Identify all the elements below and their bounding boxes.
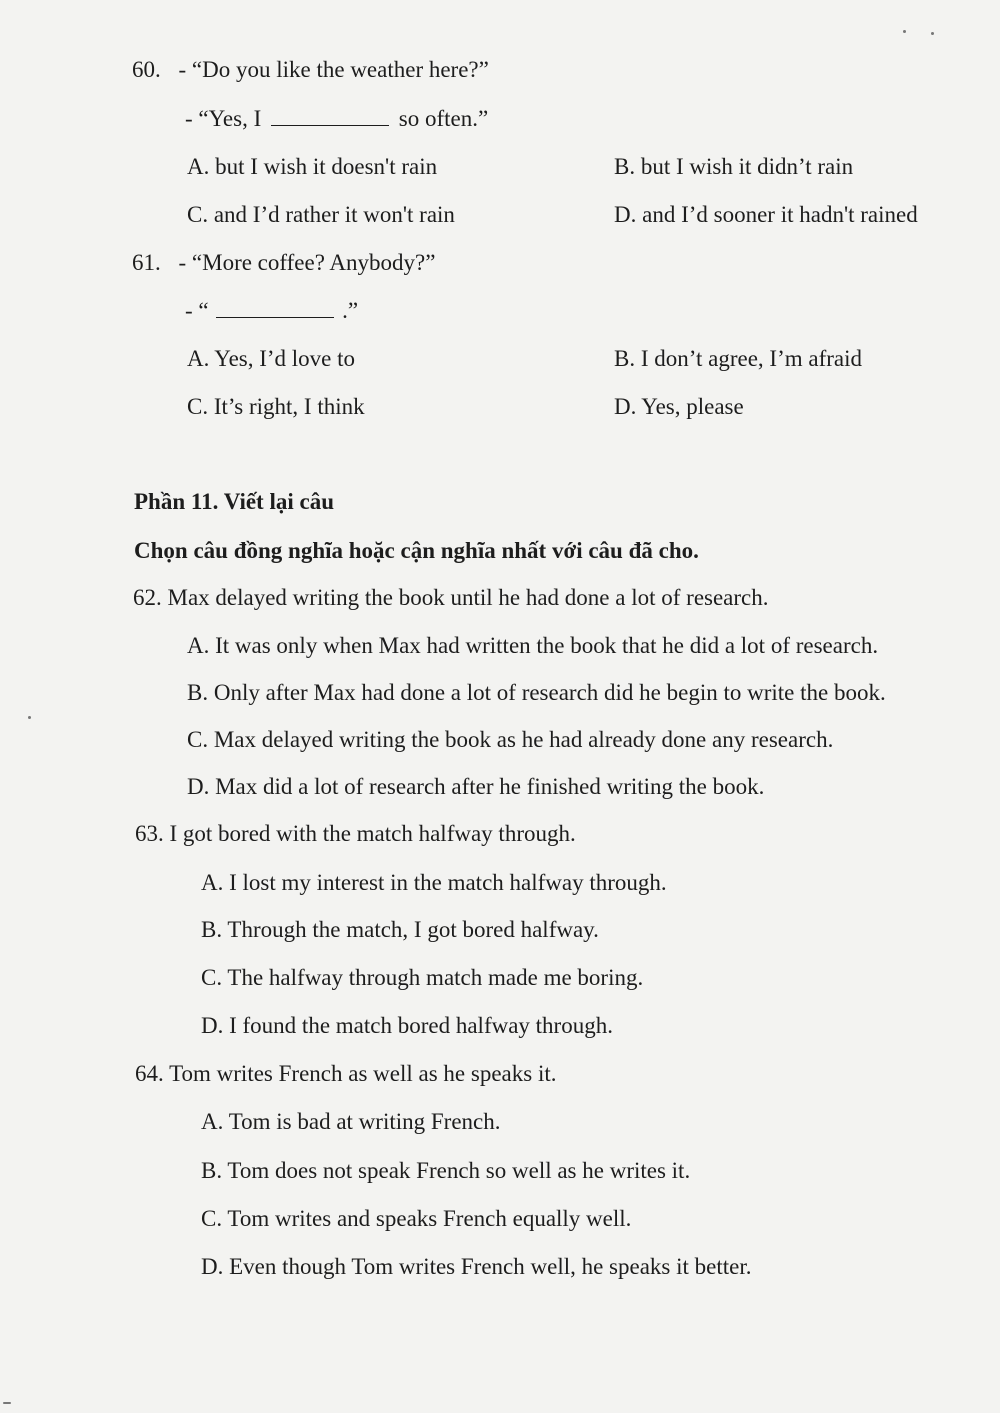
q60-reply-start: - “Yes, I bbox=[185, 106, 262, 131]
q61-number: 61. bbox=[132, 250, 161, 275]
q62-option-d: D. Max did a lot of research after he finished writing the book. bbox=[187, 774, 765, 799]
q61-reply-start: - “ bbox=[185, 298, 209, 323]
scan-speck bbox=[931, 32, 934, 35]
q61-reply-line bbox=[185, 297, 358, 325]
q60-answer-blank bbox=[271, 107, 389, 126]
q60-option-a: A. but I wish it doesn't rain bbox=[187, 154, 438, 179]
q64-option-b: B. Tom does not speak French so well as he writes it. bbox=[201, 1158, 691, 1183]
scan-speck bbox=[903, 30, 906, 33]
q62-option-c: C. Max delayed writing the book as he had already done any research. bbox=[187, 727, 834, 752]
q64-option-c: C. Tom writes and speaks French equally well. bbox=[201, 1206, 632, 1231]
section-title: Phần 11. Viết lại câu bbox=[134, 489, 334, 514]
scan-speck bbox=[3, 1402, 11, 1404]
q62-stem: 62. Max delayed writing the book until he had done a lot of research. bbox=[133, 585, 769, 610]
q61-prompt-line bbox=[132, 249, 435, 277]
q61-prompt: - “More coffee? Anybody?” bbox=[178, 250, 436, 275]
q60-prompt: - “Do you like the weather here?” bbox=[178, 57, 489, 82]
scan-speck bbox=[28, 716, 31, 719]
q60-number: 60. bbox=[132, 57, 161, 82]
q63-option-b: B. Through the match, I got bored halfway. bbox=[201, 917, 599, 942]
q61-option-d: D. Yes, please bbox=[614, 394, 744, 419]
q62-option-a: A. It was only when Max had written the book that he did a lot of research. bbox=[187, 633, 879, 658]
q60-reply-end: so often.” bbox=[398, 106, 489, 131]
q60-prompt-line bbox=[132, 56, 489, 84]
q61-option-c: C. It’s right, I think bbox=[187, 394, 365, 419]
q64-stem: 64. Tom writes French as well as he speaks it. bbox=[135, 1061, 557, 1086]
q63-option-c: C. The halfway through match made me boring. bbox=[201, 965, 644, 990]
q60-option-d: D. and I’d sooner it hadn't rained bbox=[614, 202, 918, 227]
q64-option-d: D. Even though Tom writes French well, he speaks it better. bbox=[201, 1254, 752, 1279]
q61-option-b: B. I don’t agree, I’m afraid bbox=[614, 346, 863, 371]
section-instruction: Chọn câu đồng nghĩa hoặc cận nghĩa nhất với câu đã cho. bbox=[134, 538, 699, 563]
q63-stem: 63. I got bored with the match halfway through. bbox=[135, 821, 576, 846]
q61-answer-blank bbox=[216, 299, 334, 318]
q62-option-b: B. Only after Max had done a lot of research did he begin to write the book. bbox=[187, 680, 886, 705]
q63-option-d: D. I found the match bored halfway through. bbox=[201, 1013, 613, 1038]
q60-reply-line bbox=[185, 105, 488, 133]
q60-option-c: C. and I’d rather it won't rain bbox=[187, 202, 455, 227]
q64-option-a: A. Tom is bad at writing French. bbox=[201, 1109, 501, 1134]
q61-option-a: A. Yes, I’d love to bbox=[187, 346, 356, 371]
q61-reply-end: .” bbox=[342, 298, 359, 323]
q60-option-b: B. but I wish it didn’t rain bbox=[614, 154, 854, 179]
q63-option-a: A. I lost my interest in the match halfway through. bbox=[201, 870, 667, 895]
